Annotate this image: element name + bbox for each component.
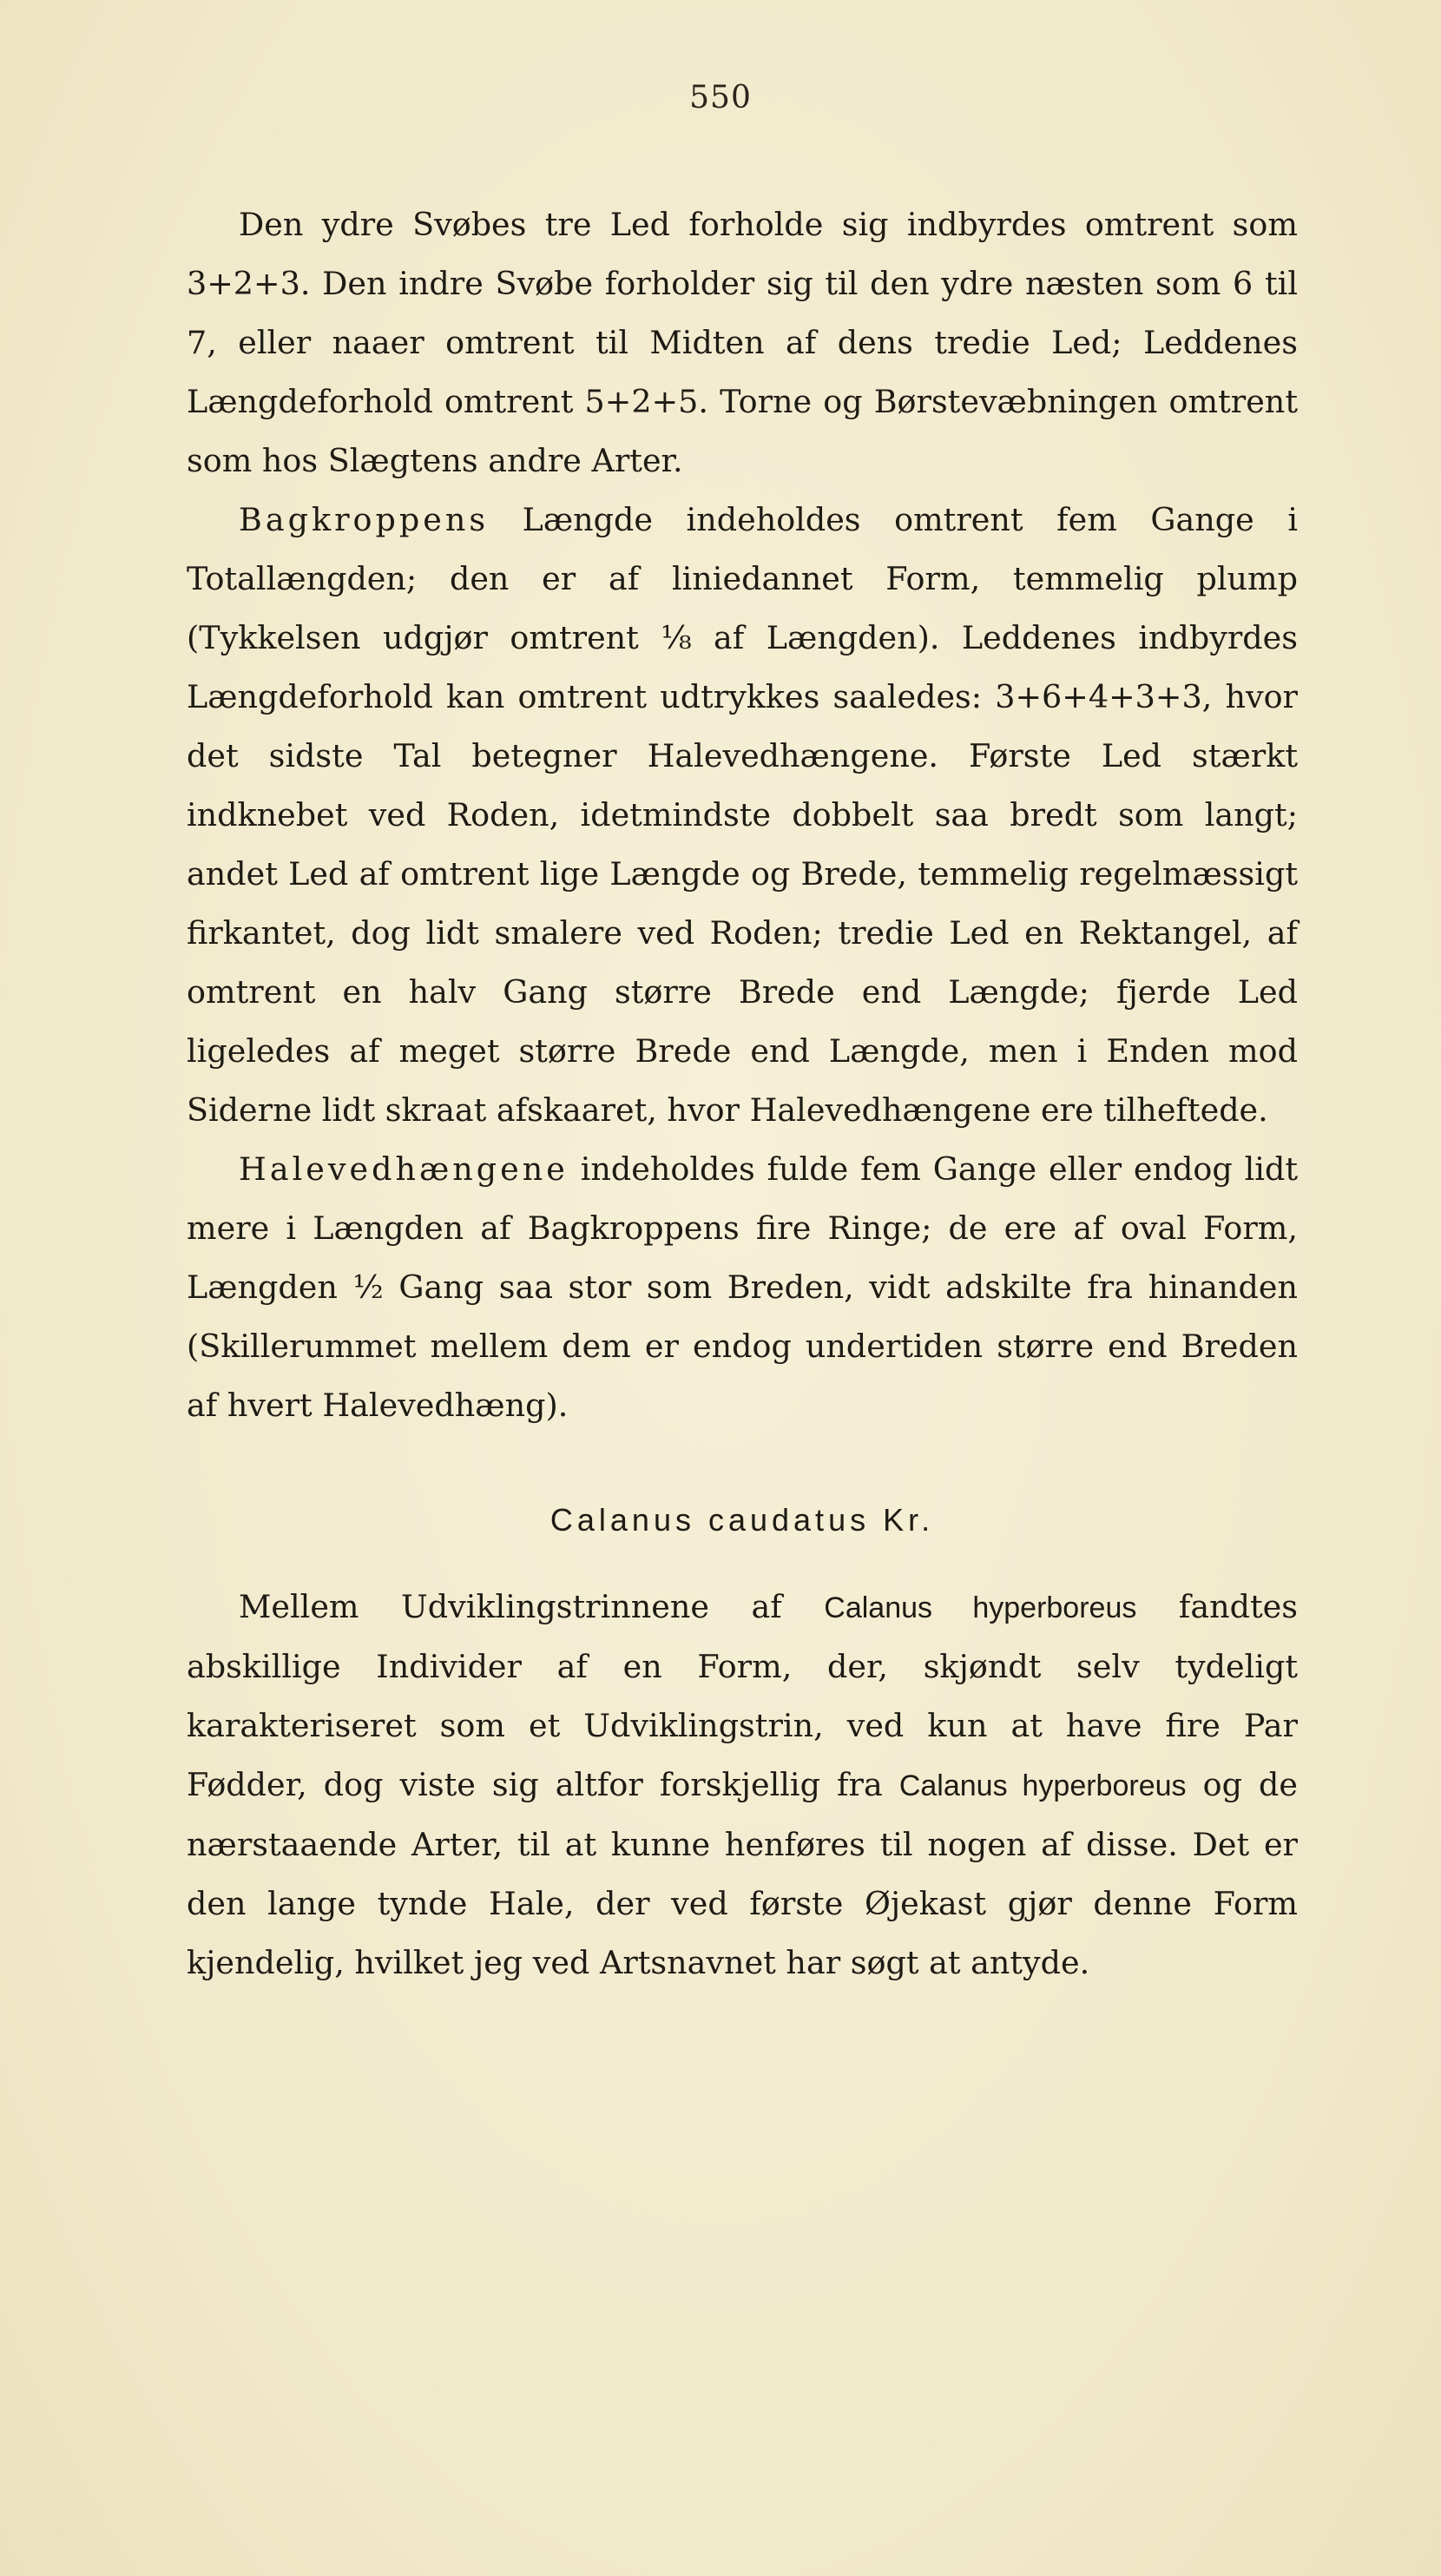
paragraph-furca-lead: Halevedhængene [239, 1150, 569, 1188]
paragraph-cc-text-1: Mellem Udviklingstrinnene af [239, 1588, 825, 1625]
page-number: 550 [689, 80, 752, 115]
paragraph-abdomen-text: Længde indeholdes omtrent fem Gange i Totallængden; den er af liniedannet Form, temmelig plump (Tykkelsen udgjør omtrent ⅟₈ af Længden). Leddenes indbyrdes Længdeforhold kan omtrent udtrykkes saaledes: 3+6+4+3+3, hvor det sidste Tal betegner Halevedhængene. Første Led stærkt indknebet ved Roden, idetmindste dobbelt saa bredt som langt; andet Led af omtrent lige Længde og Brede, temmelig regelmæssigt firkantet, dog lidt smalere ved Roden; tredie Led en Rektangel, af omtrent en halv Gang større Brede end Længde; fjerde Led ligeledes af meget større Brede end Længde, men i Enden mod Siderne lidt skraat afskaaret, hvor Halevedhængene ere tilheftede. [187, 501, 1298, 1129]
paragraph-cc-text-3: og de nærstaaende Arter, til at kunne henføres til nogen af disse. Det er den lange tynde Hale, der ved første Øjekast gjør denne Form kjendelig, hvilket jeg ved Artsnavnet har søgt at antyde. [187, 1766, 1298, 1981]
paragraph-calanus-caudatus [187, 1578, 1298, 1993]
species-name-1: Calanus hyperboreus [824, 1591, 1137, 1624]
species-name-2: Calanus hyperboreus [898, 1769, 1187, 1802]
paragraph-furca [187, 1140, 1298, 1435]
body-text [187, 195, 1298, 1993]
paragraph-abdomen-lead: Bagkroppens [239, 501, 490, 538]
paragraph-outer-branch: Den ydre Svøbes tre Led forholde sig indbyrdes omtrent som 3+2+3. Den indre Svøbe forholder sig til den ydre næsten som 6 til 7, eller naaer omtrent til Midten af dens tredie Led; Leddenes Længdeforhold omtrent 5+2+5. Torne og Børstevæbningen omtrent som hos Slægtens andre Arter. [187, 206, 1298, 479]
section-heading: Calanus caudatus Kr. [549, 1502, 935, 1538]
paragraph-furca-text: indeholdes fulde fem Gange eller endog lidt mere i Længden af Bagkroppens fire Ringe; de ere af oval Form, Længden ⅟₂ Gang saa stor som Breden, vidt adskilte fra hinanden (Skillerummet mellem dem er endog undertiden større end Breden af hvert Halevedhæng). [187, 1150, 1298, 1424]
paragraph-cc-text-2: fandtes abskillige Individer af en Form, der, skjøndt selv tydeligt karakteriseret som et Udviklingstrin, ved kun at have fire Par Fødder, dog viste sig altfor forskjellig fra [187, 1588, 1298, 1803]
paragraph-abdomen [187, 491, 1298, 1140]
